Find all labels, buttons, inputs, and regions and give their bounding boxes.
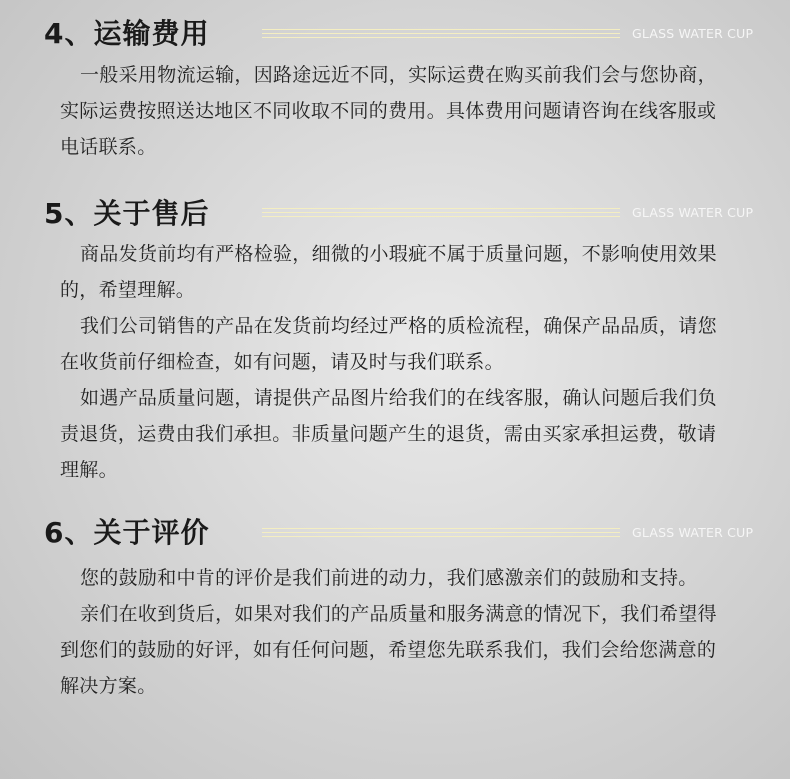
paragraph: 一般采用物流运输，因路途远近不同，实际运费在购买前我们会与您协商，实际运费按照送达地区不同收取不同的费用。具体费用问题请咨询在线客服或电话联系。 xyxy=(60,64,717,158)
section-heading: 4、运输费用 xyxy=(44,17,210,50)
paragraph: 我们公司销售的产品在发货前均经过严格的质检流程，确保产品品质，请您在收货前仔细检查，如有问题，请及时与我们联系。 xyxy=(60,315,717,373)
section-heading: 6、关于评价 xyxy=(44,516,210,549)
paragraph: 亲们在收到货后，如果对我们的产品质量和服务满意的情况下，我们希望得到您们的鼓励的好评，如有任何问题，希望您先联系我们，我们会给您满意的解决方案。 xyxy=(60,603,717,697)
decorative-lines xyxy=(262,29,620,38)
watermark-tag: GLASS WATER CUP xyxy=(632,26,754,41)
paragraph: 商品发货前均有严格检验，细微的小瑕疵不属于质量问题，不影响使用效果的，希望理解。 xyxy=(60,243,717,301)
section-body xyxy=(60,560,730,704)
section-reviews xyxy=(0,513,790,697)
section-after-sales xyxy=(0,194,790,481)
watermark-tag: GLASS WATER CUP xyxy=(632,525,754,540)
section-heading: 5、关于售后 xyxy=(44,197,210,230)
paragraph: 如遇产品质量问题，请提供产品图片给我们的在线客服，确认问题后我们负责退货，运费由我们承担。非质量问题产生的退货，需由买家承担运费，敬请理解。 xyxy=(60,387,717,481)
decorative-lines xyxy=(262,208,620,217)
section-header xyxy=(0,513,790,553)
decorative-lines xyxy=(262,528,620,537)
section-body xyxy=(60,236,730,488)
section-body xyxy=(60,57,730,165)
watermark-tag: GLASS WATER CUP xyxy=(632,205,754,220)
paragraph: 您的鼓励和中肯的评价是我们前进的动力，我们感激亲们的鼓励和支持。 xyxy=(80,567,698,589)
section-shipping-fees xyxy=(0,14,790,158)
section-header xyxy=(0,194,790,234)
section-header xyxy=(0,14,790,54)
